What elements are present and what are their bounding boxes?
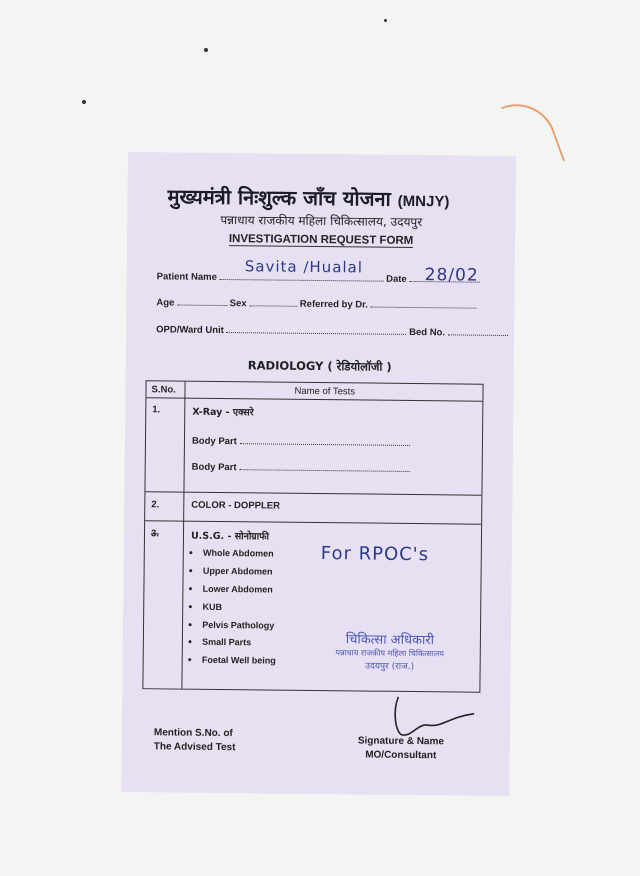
age-line [177, 296, 227, 307]
row-divider [145, 491, 481, 496]
row2-test: COLOR - DOPPLER [191, 499, 281, 512]
footer-left-line1: Mention S.No. of [153, 727, 233, 740]
referred-label: Referred by Dr. [299, 298, 369, 311]
row1-body-part-2 [192, 460, 410, 475]
hospital-name: पन्नाधाय राजकीय महिला चिकित्सालय, उदयपुर [220, 212, 423, 230]
form-title [127, 232, 515, 248]
body-part-line [239, 460, 409, 472]
footer-right-line1: Signature & Name [357, 735, 445, 748]
form-title-text: INVESTIGATION REQUEST FORM [228, 233, 414, 247]
sex-line [249, 296, 297, 307]
date-value: 28/02 [424, 265, 479, 286]
row-divider [145, 520, 481, 525]
tests-table [142, 380, 483, 693]
stamp-line2: पन्नाधाय राजकीय महिला चिकित्सालय [335, 648, 444, 659]
body-part-label: Body Part [191, 435, 237, 448]
body-part-label: Body Part [191, 461, 237, 474]
usg-option: ● Lower Abdomen [188, 584, 273, 595]
row1-body-part-1 [192, 434, 410, 449]
footer-left-line2: The Advised Test [153, 741, 236, 754]
form-header-title [167, 182, 487, 212]
usg-option: ● Pelvis Pathology [188, 620, 274, 631]
opd-bed-field [156, 322, 508, 339]
usg-option: ● Upper Abdomen [189, 566, 273, 577]
row1-test: X-Ray - एक्सरे [192, 406, 254, 419]
row3-test: U.S.G. - सोनोग्राफी [190, 530, 270, 543]
handwritten-note: For RPOC's [320, 543, 430, 566]
opd-line [226, 323, 406, 335]
scan-speck [82, 100, 86, 104]
referred-line [371, 298, 477, 309]
header-sno: S.No. [151, 384, 176, 396]
usg-option: ● Foetal Well being [188, 655, 276, 666]
stamp-line3: उदयपुर (राज.) [364, 661, 415, 673]
footer-signature-block [358, 734, 444, 763]
header-test-name: Name of Tests [294, 385, 356, 398]
opd-label: OPD/Ward Unit [156, 324, 224, 337]
row2-sno: 2. [151, 499, 160, 511]
bed-label: Bed No. [409, 326, 446, 339]
request-form-paper [121, 152, 516, 796]
body-part-line [239, 434, 409, 446]
row1-sno: 1. [152, 404, 161, 416]
age-sex-field [156, 295, 476, 311]
row-divider [146, 397, 482, 402]
date-label: Date [386, 273, 407, 285]
row3-sno: 3. [150, 528, 159, 540]
patient-name-label: Patient Name [156, 271, 217, 283]
title-hindi: मुख्यमंत्री निःशुल्क जाँच योजना [167, 184, 391, 211]
scan-speck [204, 48, 208, 52]
sex-label: Sex [229, 298, 247, 310]
usg-option: ● Small Parts [188, 637, 251, 648]
age-label: Age [156, 297, 175, 309]
footer-left-note [154, 726, 236, 755]
usg-option: ● Whole Abdomen [189, 548, 274, 559]
medical-officer-stamp [300, 629, 480, 673]
usg-option: ● KUB [188, 602, 222, 612]
scan-speck [384, 19, 387, 22]
footer-right-line2: MO/Consultant [365, 749, 437, 762]
section-title-radiology: RADIOLOGY ( रेडियोलॉजी ) [247, 358, 392, 374]
bed-line [448, 325, 508, 336]
patient-name-value: Savita /Hualal [244, 257, 364, 277]
stamp-line1: चिकित्सा अधिकारी [345, 632, 435, 649]
column-divider [181, 382, 185, 689]
title-abbr: (MNJY) [397, 192, 450, 211]
